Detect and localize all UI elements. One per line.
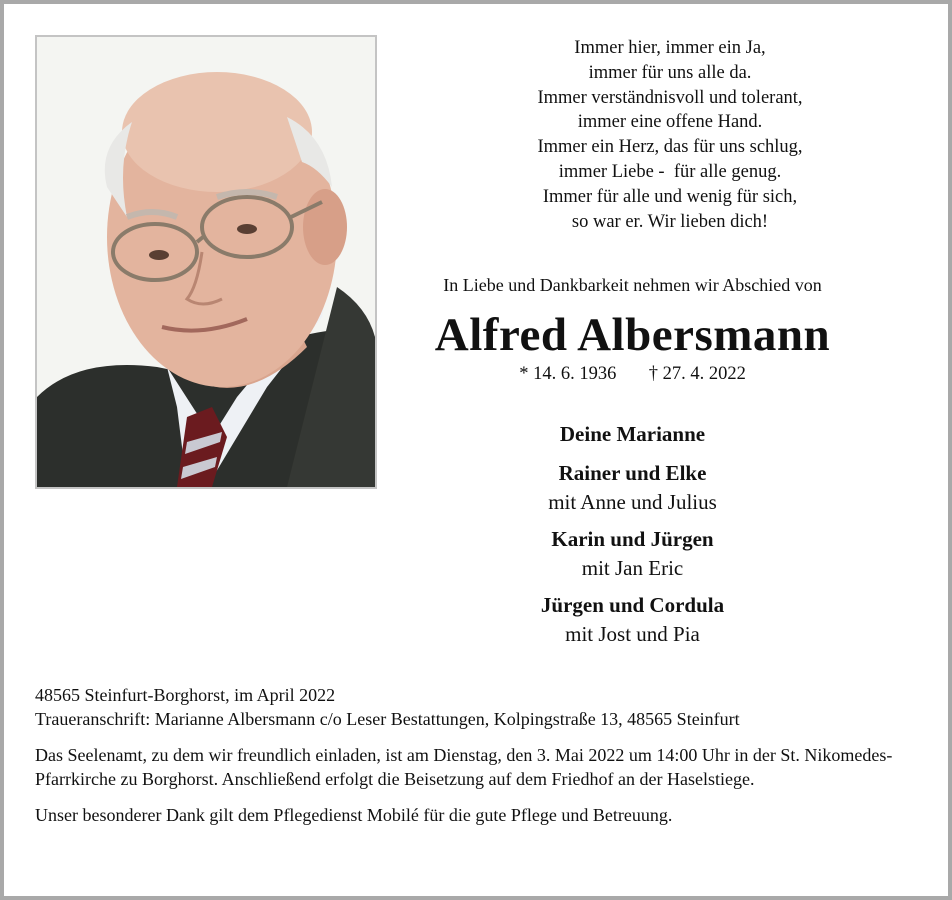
memorial-poem [420, 36, 920, 234]
mourner-children: mit Jost und Pia [565, 622, 700, 646]
poem-line: Immer für alle und wenig für sich, [542, 186, 798, 207]
poem-line: so war er. Wir lieben dich! [571, 211, 769, 232]
portrait-photo [35, 35, 377, 489]
service-info: Das Seelenamt, zu dem wir freundlich einladen, ist am Dienstag, den 3. Mai 2022 um 14:00 Uhr in der St. Nikomedes-Pfarrkirche zu Borghorst. Anschließend erfolgt die Beisetzung auf dem Friedhof an der Haselstiege. [35, 745, 893, 789]
death-date: † 27. 4. 2022 [648, 364, 746, 384]
place-date: 48565 Steinfurt-Borghorst, im April 2022 [35, 685, 336, 705]
poem-line: immer für uns alle da. [588, 62, 752, 83]
deceased-name: Alfred Albersmann [434, 309, 831, 361]
farewell-intro: In Liebe und Dankbarkeit nehmen wir Abschied von [443, 275, 822, 295]
portrait-illustration [37, 37, 375, 487]
mourner-children: mit Anne und Julius [548, 490, 717, 514]
poem-line: Immer ein Herz, das für uns schlug, [537, 137, 803, 158]
poem-line: Immer verständnisvoll und tolerant, [537, 87, 803, 108]
poem-line: Immer hier, immer ein Ja, [574, 38, 766, 58]
mourner-family: Karin und Jürgen [551, 527, 714, 551]
poem-line: immer eine offene Hand. [577, 112, 763, 133]
mourner-children: mit Jan Eric [581, 556, 684, 580]
mourners-list [430, 420, 835, 649]
mourner-family: Jürgen und Cordula [540, 593, 725, 617]
life-dates [380, 364, 885, 385]
thanks-note: Unser besonderer Dank gilt dem Pflegedienst Mobilé für die gute Pflege und Betreuung. [35, 805, 673, 825]
notice-details [35, 683, 925, 827]
mourner-family: Rainer und Elke [558, 461, 707, 485]
mourner-spouse: Deine Marianne [559, 422, 706, 446]
mourning-address: Traueranschrift: Marianne Albersmann c/o Leser Bestattungen, Kolpingstraße 13, 48565 Steinfurt [35, 709, 740, 729]
poem-line: immer Liebe - für alle genug. [558, 161, 782, 182]
birth-date: * 14. 6. 1936 [519, 364, 617, 384]
